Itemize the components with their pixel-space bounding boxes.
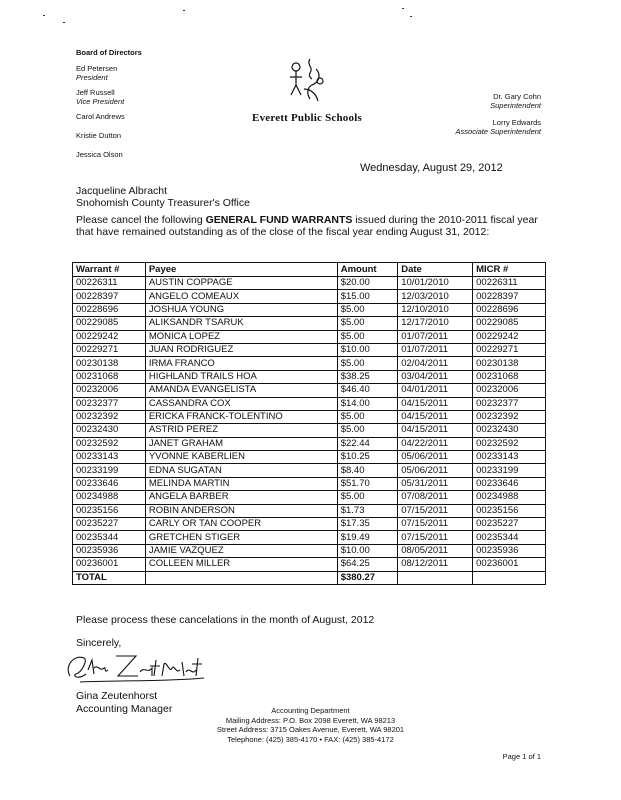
flame-figure-icon	[282, 55, 332, 107]
table-cell: 00229085	[73, 317, 146, 330]
closing: Sincerely,	[76, 637, 122, 649]
table-cell: 07/15/2011	[398, 504, 473, 517]
table-cell	[145, 571, 337, 584]
table-cell: $10.00	[337, 343, 398, 356]
table-cell: ASTRID PEREZ	[145, 424, 337, 437]
table-cell: MONICA LOPEZ	[145, 330, 337, 343]
table-cell: ALIKSANDR TSARUK	[145, 317, 337, 330]
intro-bold-text: GENERAL FUND WARRANTS	[205, 214, 353, 226]
table-cell: 00232392	[473, 410, 546, 423]
table-cell: 12/10/2010	[398, 303, 473, 316]
table-cell: EDNA SUGATAN	[145, 464, 337, 477]
table-cell: $5.00	[337, 303, 398, 316]
table-cell: 00231068	[473, 370, 546, 383]
table-cell: 00232592	[473, 437, 546, 450]
column-header: Payee	[145, 263, 337, 277]
recipient-office: Snohomish County Treasurer's Office	[76, 197, 250, 209]
table-cell: JAMIE VAZQUEZ	[145, 544, 337, 557]
page-number: Page 1 of 1	[502, 752, 541, 761]
officials	[456, 92, 541, 144]
table-cell: 00235227	[73, 518, 146, 531]
table-row	[73, 424, 546, 437]
table-cell: 00232430	[473, 424, 546, 437]
table-cell: 12/17/2010	[398, 317, 473, 330]
table-cell: 00233646	[473, 477, 546, 490]
table-cell: CASSANDRA COX	[145, 397, 337, 410]
table-cell: $14.00	[337, 397, 398, 410]
table-row	[73, 504, 546, 517]
table-cell: AMANDA EVANGELISTA	[145, 384, 337, 397]
table-cell: 01/07/2011	[398, 330, 473, 343]
table-cell: $46.40	[337, 384, 398, 397]
table-cell: 00233143	[73, 451, 146, 464]
scan-speck	[410, 16, 412, 17]
table-row	[73, 330, 546, 343]
table-cell: 01/07/2011	[398, 343, 473, 356]
table-cell: 08/12/2011	[398, 558, 473, 571]
table-row	[73, 384, 546, 397]
table-row	[73, 464, 546, 477]
table-cell: 00232377	[473, 397, 546, 410]
table-cell: $10.00	[337, 544, 398, 557]
table-cell: $15.00	[337, 290, 398, 303]
footer-phone: Telephone: (425) 385-4170 • FAX: (425) 385-4172	[227, 734, 394, 744]
table-cell: 00235936	[473, 544, 546, 557]
table-cell: 10/01/2010	[398, 277, 473, 290]
table-cell: 07/15/2011	[398, 518, 473, 531]
board-heading: Board of Directors	[76, 48, 142, 57]
recipient-address	[76, 185, 250, 209]
table-row	[73, 303, 546, 316]
table-cell: 00232006	[473, 384, 546, 397]
handwritten-signature-icon	[60, 646, 210, 690]
table-cell: 05/06/2011	[398, 451, 473, 464]
table-cell: 04/01/2011	[398, 384, 473, 397]
board-member-title: President	[76, 73, 108, 82]
table-cell: ROBIN ANDERSON	[145, 504, 337, 517]
table-cell: CARLY OR TAN COOPER	[145, 518, 337, 531]
table-row	[73, 558, 546, 571]
table-cell	[473, 571, 546, 584]
scan-speck	[63, 22, 65, 23]
footer	[0, 706, 621, 744]
total-row	[73, 571, 546, 584]
column-header: Date	[398, 263, 473, 277]
table-cell: 00236001	[473, 558, 546, 571]
table-cell: $64.25	[337, 558, 398, 571]
table-cell: 03/04/2011	[398, 370, 473, 383]
table-cell: $22.44	[337, 437, 398, 450]
table-row	[73, 491, 546, 504]
table-cell: 00232392	[73, 410, 146, 423]
table-cell: 00228696	[73, 303, 146, 316]
table-cell: 00230138	[473, 357, 546, 370]
table-row	[73, 410, 546, 423]
table-cell: COLLEEN MILLER	[145, 558, 337, 571]
table-row	[73, 397, 546, 410]
table-cell: $1.73	[337, 504, 398, 517]
table-cell: $5.00	[337, 491, 398, 504]
logo-text: Everett Public Schools	[252, 112, 362, 124]
column-header: MICR #	[473, 263, 546, 277]
table-cell: 00230138	[73, 357, 146, 370]
table-cell: 05/31/2011	[398, 477, 473, 490]
table-cell: 00235344	[73, 531, 146, 544]
district-logo	[252, 55, 362, 124]
board-member-name: Jeff Russell	[76, 88, 115, 97]
table-cell: 07/08/2011	[398, 491, 473, 504]
table-cell: MELINDA MARTIN	[145, 477, 337, 490]
table-cell: $38.25	[337, 370, 398, 383]
footer-street-address: Street Address: 3715 Oakes Avenue, Everett, WA 98201	[216, 725, 405, 734]
table-cell: 00229085	[473, 317, 546, 330]
table-cell: 00233143	[473, 451, 546, 464]
table-cell	[398, 571, 473, 584]
table-row	[73, 343, 546, 356]
table-cell: 04/22/2011	[398, 437, 473, 450]
warrants-table	[72, 262, 546, 585]
intro-paragraph	[76, 214, 546, 238]
table-cell: $17.35	[337, 518, 398, 531]
table-cell: 00235936	[73, 544, 146, 557]
table-cell: 00233199	[73, 464, 146, 477]
table-cell: 12/03/2010	[398, 290, 473, 303]
table-cell: 00231068	[73, 370, 146, 383]
table-row	[73, 277, 546, 290]
table-cell: 00235156	[73, 504, 146, 517]
table-cell: $51.70	[337, 477, 398, 490]
process-instruction: Please process these cancelations in the month of August, 2012	[76, 614, 375, 626]
table-cell: 04/15/2011	[398, 424, 473, 437]
board-member-name: Kristie Dutton	[76, 131, 122, 140]
scan-speck	[402, 8, 404, 9]
table-cell: 00232592	[73, 437, 146, 450]
table-cell: 00229271	[473, 343, 546, 356]
column-header: Warrant #	[73, 263, 146, 277]
intro-text: issued during the 2010-2011 fiscal year that have remained outstanding as of the close of the fiscal year ending August 31, 2012:	[76, 214, 538, 238]
table-cell: 00229242	[473, 330, 546, 343]
table-cell: 00232377	[73, 397, 146, 410]
scan-speck	[183, 10, 185, 11]
table-cell: $19.49	[337, 531, 398, 544]
table-cell: ANGELA BARBER	[145, 491, 337, 504]
table-cell: GRETCHEN STIGER	[145, 531, 337, 544]
table-cell: 00233199	[473, 464, 546, 477]
signer-name: Gina Zeutenhorst	[76, 690, 158, 702]
table-cell: IRMA FRANCO	[145, 357, 337, 370]
intro-text: Please cancel the following	[76, 214, 206, 226]
table-cell: $20.00	[337, 277, 398, 290]
table-cell: JOSHUA YOUNG	[145, 303, 337, 316]
table-cell: 00232006	[73, 384, 146, 397]
scan-speck	[43, 15, 45, 16]
table-cell: $5.00	[337, 330, 398, 343]
table-row	[73, 357, 546, 370]
table-cell: HIGHLAND TRAILS HOA	[145, 370, 337, 383]
footer-department: Accounting Department	[271, 706, 350, 715]
official-title: Associate Superintendent	[455, 127, 541, 136]
table-cell: 05/06/2011	[398, 464, 473, 477]
official-title: Superintendent	[490, 101, 541, 110]
table-cell: 00234988	[73, 491, 146, 504]
table-row	[73, 370, 546, 383]
table-row	[73, 451, 546, 464]
table-cell: 00235344	[473, 531, 546, 544]
table-cell: 00235156	[473, 504, 546, 517]
table-header-row	[73, 263, 546, 277]
board-of-directors	[76, 48, 142, 159]
table-cell: 00229271	[73, 343, 146, 356]
table-cell: 00232430	[73, 424, 146, 437]
board-member-name: Carol Andrews	[76, 112, 125, 121]
table-cell: ERICKA FRANCK-TOLENTINO	[145, 410, 337, 423]
board-member-name: Ed Petersen	[76, 64, 118, 73]
table-cell: ANGELO COMEAUX	[145, 290, 337, 303]
table-cell: JUAN RODRIGUEZ	[145, 343, 337, 356]
table-cell: 02/04/2011	[398, 357, 473, 370]
table-cell: 04/15/2011	[398, 410, 473, 423]
official-name: Lorry Edwards	[492, 118, 541, 127]
table-cell: 00233646	[73, 477, 146, 490]
board-member-title: Vice President	[76, 97, 125, 106]
column-header: Amount	[337, 263, 398, 277]
table-row	[73, 531, 546, 544]
table-cell: 00228397	[473, 290, 546, 303]
table-cell: AUSTIN COPPAGE	[145, 277, 337, 290]
table-cell: $10.25	[337, 451, 398, 464]
table-cell: $5.00	[337, 317, 398, 330]
total-amount: $380.27	[337, 571, 398, 584]
footer-mailing-address: Mailing Address: P.O. Box 2098 Everett, WA 98213	[225, 715, 396, 725]
letter-date: Wednesday, August 29, 2012	[360, 162, 503, 174]
table-cell: $8.40	[337, 464, 398, 477]
table-cell: JANET GRAHAM	[145, 437, 337, 450]
table-cell: 00226311	[473, 277, 546, 290]
table-cell: 07/15/2011	[398, 531, 473, 544]
table-cell: 00228696	[473, 303, 546, 316]
table-row	[73, 518, 546, 531]
table-cell: YVONNE KABERLIEN	[145, 451, 337, 464]
signer-title: Accounting Manager	[76, 703, 173, 715]
table-cell: 00236001	[73, 558, 146, 571]
table-cell: 04/15/2011	[398, 397, 473, 410]
signature	[60, 646, 210, 695]
table-cell: 00228397	[73, 290, 146, 303]
table-cell: 00226311	[73, 277, 146, 290]
table-cell: 00229242	[73, 330, 146, 343]
table-row	[73, 544, 546, 557]
table-cell: 00234988	[473, 491, 546, 504]
table-row	[73, 317, 546, 330]
table-cell: 08/05/2011	[398, 544, 473, 557]
recipient-name: Jacqueline Albracht	[76, 185, 168, 197]
total-label: TOTAL	[73, 571, 146, 584]
table-cell: $5.00	[337, 410, 398, 423]
table-row	[73, 437, 546, 450]
table-cell: $5.00	[337, 357, 398, 370]
board-member-name: Jessica Olson	[76, 150, 123, 159]
table-cell: $5.00	[337, 424, 398, 437]
table-cell: 00235227	[473, 518, 546, 531]
table-row	[73, 290, 546, 303]
official-name: Dr. Gary Cohn	[493, 92, 541, 101]
table-row	[73, 477, 546, 490]
